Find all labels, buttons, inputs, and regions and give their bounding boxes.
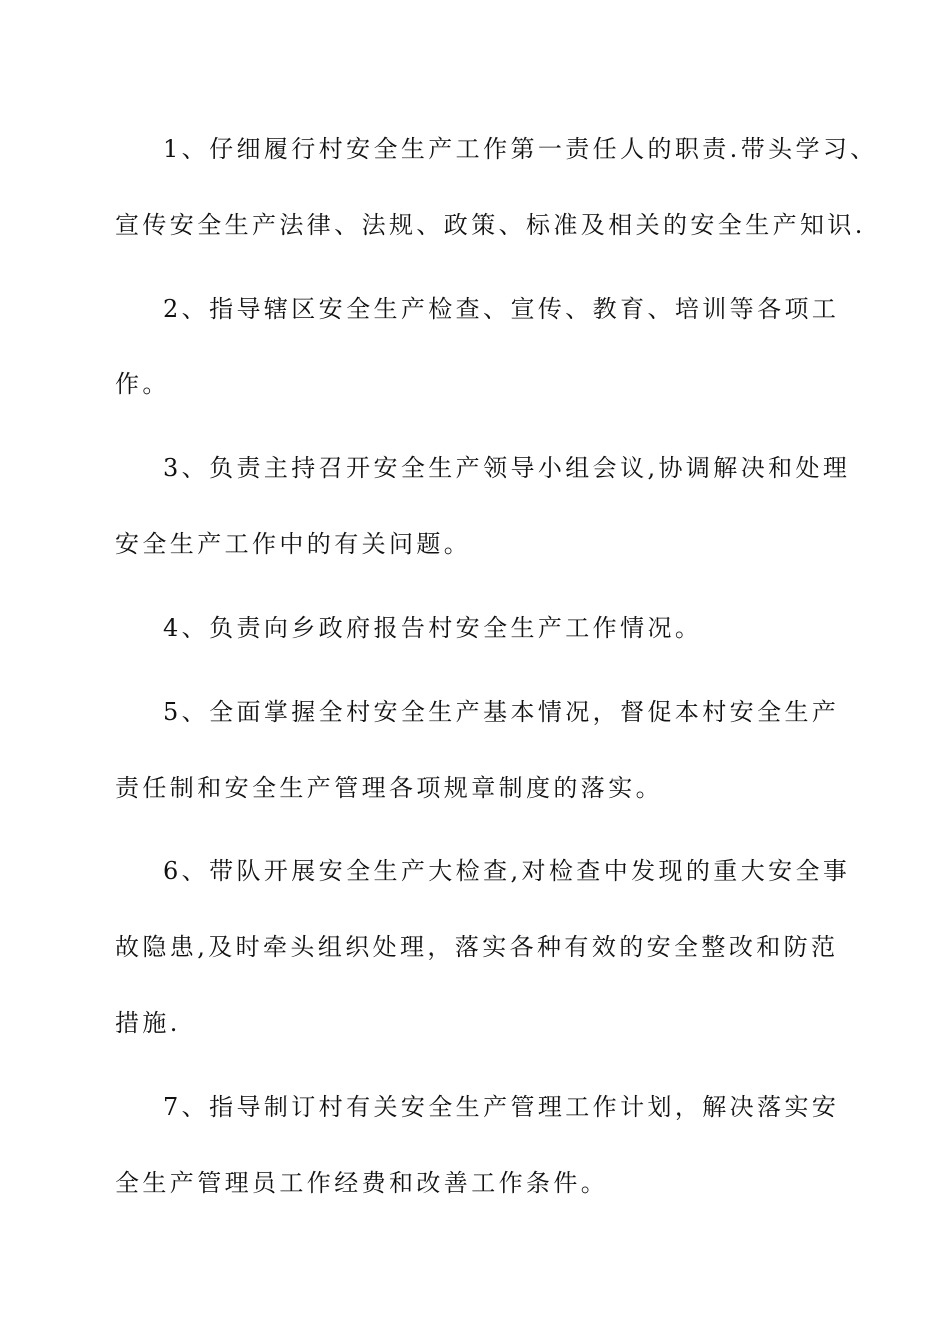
paragraph-5-line-1: 5、全面掌握全村安全生产基本情况，督促本村安全生产 <box>163 698 840 726</box>
paragraph-6-line-3: 措施. <box>115 1009 181 1037</box>
paragraph-5-line-2: 责任制和安全生产管理各项规章制度的落实。 <box>115 774 663 802</box>
paragraph-7-line-1: 7、指导制订村有关安全生产管理工作计划，解决落实安 <box>163 1093 840 1121</box>
paragraph-7-line-2: 全生产管理员工作经费和改善工作条件。 <box>115 1169 609 1197</box>
paragraph-1-line-1: 1、仔细履行村安全生产工作第一责任人的职责.带头学习、 <box>163 135 878 163</box>
paragraph-2-line-1: 2、指导辖区安全生产检查、宣传、教育、培训等各项工 <box>163 295 840 323</box>
paragraph-1-line-2: 宣传安全生产法律、法规、政策、标准及相关的安全生产知识. <box>115 211 866 239</box>
paragraph-3-line-2: 安全生产工作中的有关问题。 <box>115 530 472 558</box>
paragraph-2-line-2: 作。 <box>115 370 170 398</box>
paragraph-3-line-1: 3、负责主持召开安全生产领导小组会议,协调解决和处理 <box>163 454 851 482</box>
paragraph-6-line-2: 故隐患,及时牵头组织处理，落实各种有效的安全整改和防范 <box>115 933 839 961</box>
paragraph-6-line-1: 6、带队开展安全生产大检查,对检查中发现的重大安全事 <box>163 857 851 885</box>
paragraph-4-line-1: 4、负责向乡政府报告村安全生产工作情况。 <box>163 614 703 642</box>
